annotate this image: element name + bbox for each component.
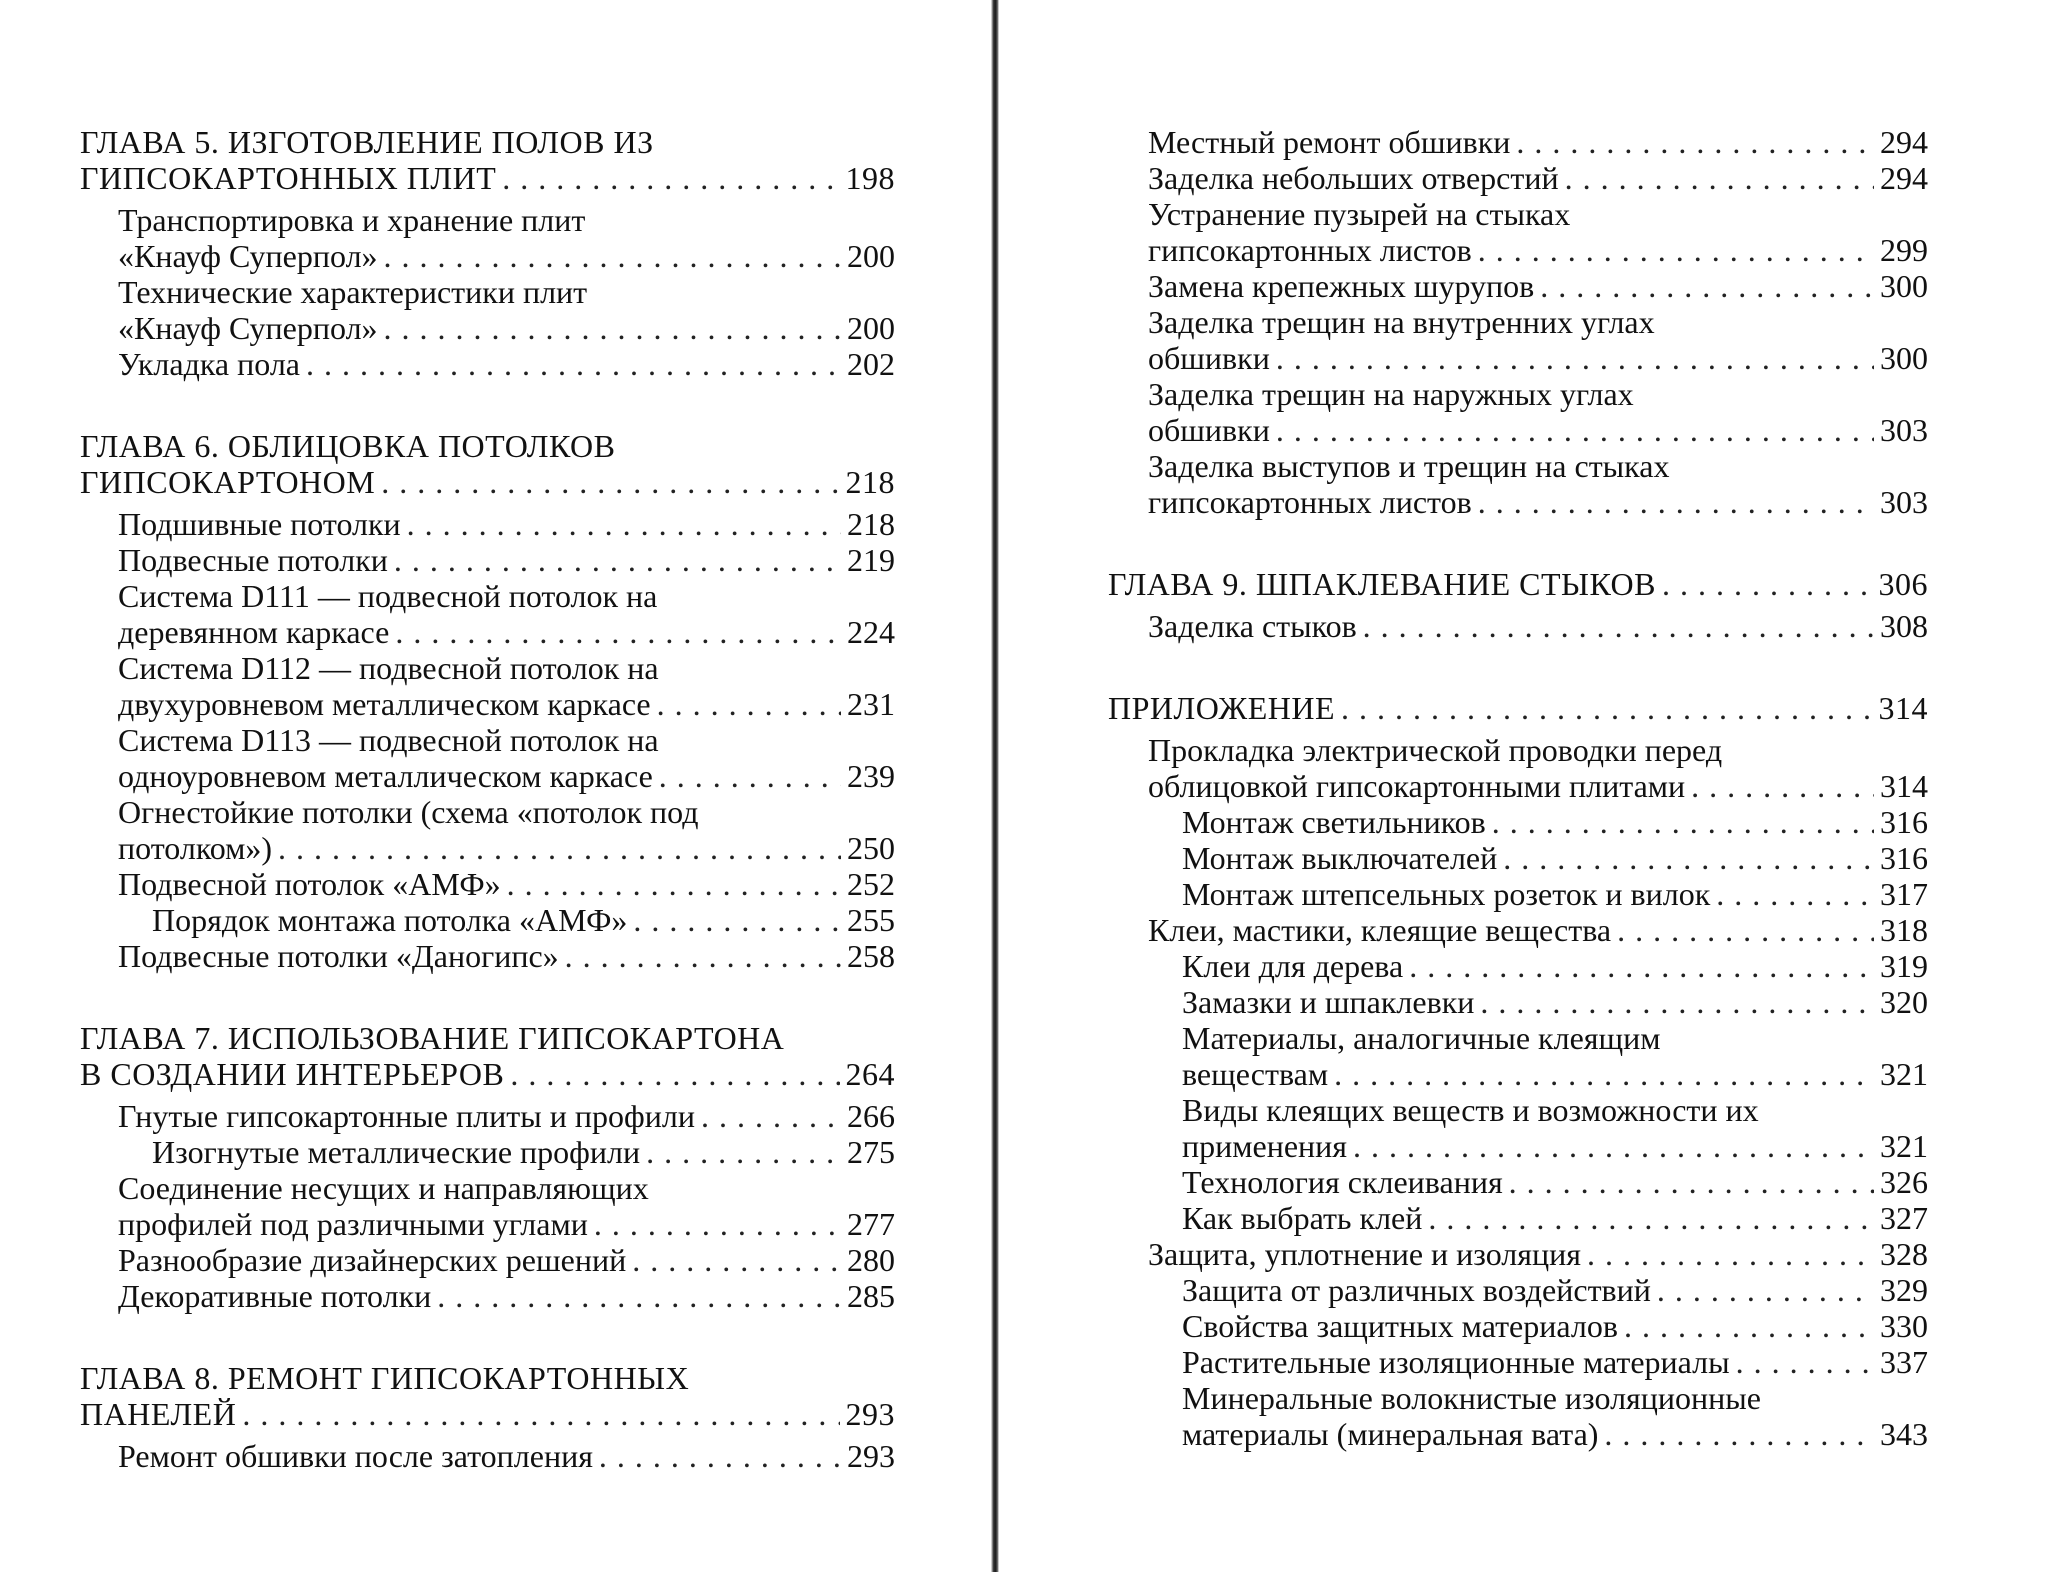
- page-number: 275: [847, 1134, 895, 1170]
- toc-entries: [80, 1098, 895, 1314]
- entry-title: Заделка выступов и трещин на стыках: [1148, 448, 1670, 484]
- toc-subentry: [1148, 1200, 1928, 1236]
- left-page: [80, 124, 895, 1520]
- entry-title: Монтаж штепсельных розеток и вилок: [1182, 876, 1711, 912]
- page-number: 308: [1880, 608, 1928, 644]
- page-number: 318: [1880, 912, 1928, 948]
- page-number: 200: [847, 238, 895, 274]
- toc-entry: [118, 866, 895, 902]
- page-number: 224: [847, 614, 895, 650]
- entry-title: Укладка пола: [118, 346, 300, 382]
- chapter-title: ГЛАВА 7. ИСПОЛЬЗОВАНИЕ ГИПСОКАРТОНА: [80, 1020, 785, 1056]
- toc-entry: [1148, 608, 1928, 644]
- toc-entry: [118, 578, 895, 650]
- toc-entry: [1148, 732, 1928, 804]
- toc-entry: [118, 1098, 895, 1134]
- toc-entry: [118, 794, 895, 866]
- page-number: 317: [1880, 876, 1928, 912]
- page-number: 293: [847, 1438, 895, 1474]
- chapter-5: [80, 124, 895, 382]
- toc-entries: [80, 1438, 895, 1474]
- entry-title: гипсокартонных листов: [1148, 232, 1472, 268]
- toc-subentry: [1148, 1308, 1928, 1344]
- page-number: 303: [1880, 484, 1928, 520]
- page-number: 337: [1880, 1344, 1928, 1380]
- entry-title: Подшивные потолки: [118, 506, 401, 542]
- page-number: 327: [1880, 1200, 1928, 1236]
- toc-subentry: [118, 902, 895, 938]
- page-number: 321: [1880, 1056, 1928, 1092]
- page-number: 328: [1880, 1236, 1928, 1272]
- page-number: 280: [847, 1242, 895, 1278]
- toc-entries: [1108, 608, 1928, 644]
- page-number: 300: [1880, 268, 1928, 304]
- toc-subentry: [1148, 1344, 1928, 1380]
- toc-subentry: [1148, 876, 1928, 912]
- entry-title: Виды клеящих веществ и возможности их: [1182, 1092, 1759, 1128]
- page-number: 252: [847, 866, 895, 902]
- page-number: 219: [847, 542, 895, 578]
- entry-title: Система D113 — подвесной потолок на: [118, 722, 659, 758]
- entry-title: Клеи, мастики, клеящие вещества: [1148, 912, 1612, 948]
- entry-title: Подвесные потолки: [118, 542, 388, 578]
- entry-title: Растительные изоляционные материалы: [1182, 1344, 1730, 1380]
- toc-subentry: [1148, 804, 1928, 840]
- chapter-title: ПРИЛОЖЕНИЕ: [1108, 690, 1336, 726]
- entry-title: Устранение пузырей на стыках: [1148, 196, 1571, 232]
- entry-title: Заделка трещин на наружных углах: [1148, 376, 1634, 412]
- entry-title: двухуровневом металлическом каркасе: [118, 686, 651, 722]
- toc-entries: [80, 202, 895, 382]
- toc-subentry: [118, 1134, 895, 1170]
- entry-title: Местный ремонт обшивки: [1148, 124, 1511, 160]
- page-number: 326: [1880, 1164, 1928, 1200]
- toc-subentry: [1148, 948, 1928, 984]
- toc-subentry: [1148, 1092, 1928, 1164]
- page-number: 266: [847, 1098, 895, 1134]
- toc-entry: [1148, 268, 1928, 304]
- toc-entry: [118, 506, 895, 542]
- toc-entries: [80, 506, 895, 974]
- entry-title: «Кнауф Суперпол»: [118, 310, 378, 346]
- page-number: 316: [1880, 840, 1928, 876]
- chapter-8: [80, 1360, 895, 1474]
- toc-entries: [1108, 124, 1928, 520]
- entry-title: потолком»): [118, 830, 273, 866]
- toc-subentry: [1148, 1020, 1928, 1092]
- page-number: 300: [1880, 340, 1928, 376]
- entry-title: веществам: [1182, 1056, 1329, 1092]
- entry-title: Система D112 — подвесной потолок на: [118, 650, 659, 686]
- toc-entry: [118, 346, 895, 382]
- page-number: 285: [847, 1278, 895, 1314]
- page-number: 239: [847, 758, 895, 794]
- entry-title: материалы (минеральная вата): [1182, 1416, 1599, 1452]
- entry-title: Технология склеивания: [1182, 1164, 1503, 1200]
- entry-title: Соединение несущих и направляющих: [118, 1170, 649, 1206]
- entry-title: обшивки: [1148, 340, 1270, 376]
- toc-entry: [118, 542, 895, 578]
- chapter-heading: [1108, 690, 1928, 726]
- entry-title: Гнутые гипсокартонные плиты и профили: [118, 1098, 695, 1134]
- entry-title: Огнестойкие потолки (схема «потолок под: [118, 794, 699, 830]
- toc-entry: [1148, 160, 1928, 196]
- chapter-title: ГЛАВА 9. ШПАКЛЕВАНИЕ СТЫКОВ: [1108, 566, 1656, 602]
- entry-title: Подвесной потолок «АМФ»: [118, 866, 501, 902]
- chapter-title: ГЛАВА 5. ИЗГОТОВЛЕНИЕ ПОЛОВ ИЗ: [80, 124, 654, 160]
- chapter-7: [80, 1020, 895, 1314]
- toc-entry: [118, 650, 895, 722]
- page-number: 202: [847, 346, 895, 382]
- toc-entry: [1148, 304, 1928, 376]
- chapter-heading: [80, 428, 895, 500]
- book-gutter: [991, 0, 999, 1572]
- entry-title: Заделка трещин на внутренних углах: [1148, 304, 1655, 340]
- page-number: 319: [1880, 948, 1928, 984]
- page-number: 314: [1878, 690, 1928, 726]
- toc-subentry: [1148, 1380, 1928, 1452]
- toc-entry: [118, 938, 895, 974]
- entry-title: Разнообразие дизайнерских решений: [118, 1242, 627, 1278]
- chapter-heading: [1108, 566, 1928, 602]
- toc-entry: [1148, 448, 1928, 520]
- appendix: [1108, 690, 1928, 1452]
- entry-title: гипсокартонных листов: [1148, 484, 1472, 520]
- chapter-title: В СОЗДАНИИ ИНТЕРЬЕРОВ: [80, 1056, 505, 1092]
- entry-title: Минеральные волокнистые изоляционные: [1182, 1380, 1761, 1416]
- entry-title: применения: [1182, 1128, 1347, 1164]
- toc-entry: [1148, 1236, 1928, 1272]
- toc-entries: [1108, 732, 1928, 1452]
- page-number: 264: [845, 1056, 895, 1092]
- entry-title: Прокладка электрической проводки перед: [1148, 732, 1723, 768]
- entry-title: Клеи для дерева: [1182, 948, 1404, 984]
- entry-title: Порядок монтажа потолка «АМФ»: [152, 902, 628, 938]
- entry-title: Монтаж светильников: [1182, 804, 1486, 840]
- toc-entry: [118, 1170, 895, 1242]
- entry-title: Как выбрать клей: [1182, 1200, 1423, 1236]
- page-number: 330: [1880, 1308, 1928, 1344]
- toc-entry: [118, 1242, 895, 1278]
- chapter-heading: [80, 1360, 895, 1432]
- page-number: 329: [1880, 1272, 1928, 1308]
- entry-title: «Кнауф Суперпол»: [118, 238, 378, 274]
- chapter-title: ГЛАВА 8. РЕМОНТ ГИПСОКАРТОННЫХ: [80, 1360, 690, 1396]
- page-number: 321: [1880, 1128, 1928, 1164]
- entry-title: Материалы, аналогичные клеящим: [1182, 1020, 1661, 1056]
- entry-title: Технические характеристики плит: [118, 274, 588, 310]
- entry-title: Монтаж выключателей: [1182, 840, 1498, 876]
- page-number: 294: [1880, 124, 1928, 160]
- entry-title: Защита от различных воздействий: [1182, 1272, 1651, 1308]
- toc-subentry: [1148, 984, 1928, 1020]
- right-page: [1108, 124, 1928, 1498]
- page-number: 231: [847, 686, 895, 722]
- entry-title: профилей под различными углами: [118, 1206, 588, 1242]
- page-number: 218: [847, 506, 895, 542]
- page-number: 258: [847, 938, 895, 974]
- toc-entry: [1148, 376, 1928, 448]
- page-number: 316: [1880, 804, 1928, 840]
- entry-title: Подвесные потолки «Даногипс»: [118, 938, 559, 974]
- page-number: 255: [847, 902, 895, 938]
- chapter-8-continued: [1108, 124, 1928, 520]
- entry-title: Декоративные потолки: [118, 1278, 432, 1314]
- entry-title: Замазки и шпаклевки: [1182, 984, 1475, 1020]
- entry-title: обшивки: [1148, 412, 1270, 448]
- page-number: 299: [1880, 232, 1928, 268]
- toc-entry: [118, 274, 895, 346]
- page-number: 320: [1880, 984, 1928, 1020]
- entry-title: Защита, уплотнение и изоляция: [1148, 1236, 1581, 1272]
- toc-entry: [118, 202, 895, 274]
- chapter-title: ГИПСОКАРТОННЫХ ПЛИТ: [80, 160, 497, 196]
- entry-title: Ремонт обшивки после затопления: [118, 1438, 593, 1474]
- toc-subentry: [1148, 840, 1928, 876]
- chapter-6: [80, 428, 895, 974]
- toc-entry: [1148, 912, 1928, 948]
- entry-title: Заделка небольших отверстий: [1148, 160, 1559, 196]
- page-number: 293: [845, 1396, 895, 1432]
- page-number: 218: [845, 464, 895, 500]
- toc-entry: [1148, 196, 1928, 268]
- page-number: 343: [1880, 1416, 1928, 1452]
- page-number: 277: [847, 1206, 895, 1242]
- entry-title: облицовкой гипсокартонными плитами: [1148, 768, 1686, 804]
- entry-title: деревянном каркасе: [118, 614, 390, 650]
- entry-title: Система D111 — подвесной потолок на: [118, 578, 658, 614]
- entry-title: Заделка стыков: [1148, 608, 1357, 644]
- chapter-9: [1108, 566, 1928, 644]
- chapter-title: ГЛАВА 6. ОБЛИЦОВКА ПОТОЛКОВ: [80, 428, 616, 464]
- entry-title: Изогнутые металлические профили: [152, 1134, 641, 1170]
- page-number: 200: [847, 310, 895, 346]
- toc-entry: [118, 1278, 895, 1314]
- entry-title: одноуровневом металлическом каркасе: [118, 758, 653, 794]
- toc-subentry: [1148, 1164, 1928, 1200]
- page-number: 306: [1878, 566, 1928, 602]
- page-number: 294: [1880, 160, 1928, 196]
- chapter-heading: [80, 124, 895, 196]
- toc-subentry: [1148, 1272, 1928, 1308]
- toc-entry: [118, 1438, 895, 1474]
- page-number: 250: [847, 830, 895, 866]
- entry-title: Свойства защитных материалов: [1182, 1308, 1618, 1344]
- chapter-heading: [80, 1020, 895, 1092]
- chapter-title: ПАНЕЛЕЙ: [80, 1396, 237, 1432]
- page-number: 198: [845, 160, 895, 196]
- chapter-title: ГИПСОКАРТОНОМ: [80, 464, 376, 500]
- page-number: 303: [1880, 412, 1928, 448]
- entry-title: Замена крепежных шурупов: [1148, 268, 1535, 304]
- entry-title: Транспортировка и хранение плит: [118, 202, 586, 238]
- toc-entry: [1148, 124, 1928, 160]
- page-number: 314: [1880, 768, 1928, 804]
- toc-entry: [118, 722, 895, 794]
